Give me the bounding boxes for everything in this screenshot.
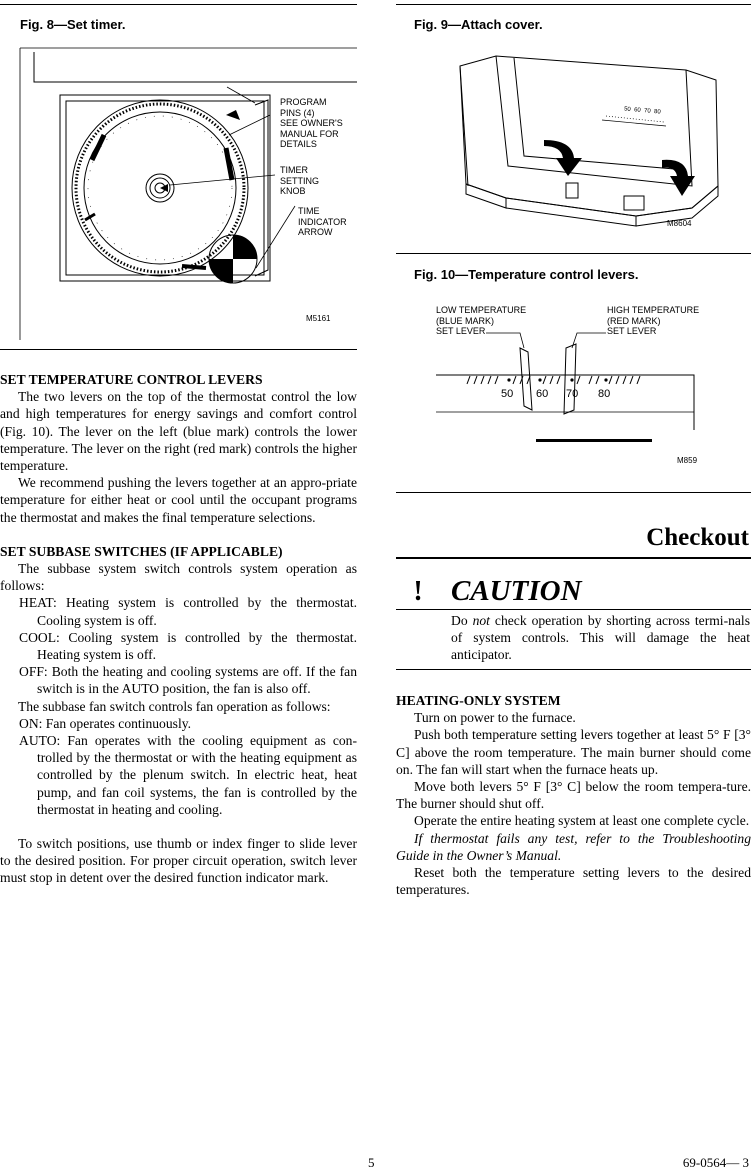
right-column-text [396,692,751,898]
left-column-text [0,371,357,887]
list-item-cool: COOL: Cooling system is controlled by the thermostat. Heating system is off. [19,629,357,663]
fig10-label-high: HIGH TEMPERATURE (RED MARK) SET LEVER [607,305,700,336]
caution-text [451,612,750,664]
caution-mark: ! [413,576,423,607]
fig8-label-knob: TIMER SETTING KNOB [280,165,320,196]
list-item-on: ON: Fan operates continuously. [19,715,192,731]
tick-label-60: 60 [536,388,549,400]
caution-rule-top [396,609,751,610]
caution-paragraph [451,612,750,664]
paragraph: We recommend pushing the levers together at an appro-priate temperature for either heat or cool until the occupant programs the thermostat and makes the final temperature selections. [0,475,357,525]
caution-title: CAUTION [451,575,582,607]
section-title-checkout: Checkout [646,524,749,551]
paragraph: Operate the entire heating system at least one complete cycle. [414,813,750,829]
caution-post: check operation by shorting across termi-nals of system controls. This will damage the heat anticipator. [451,613,750,663]
doc-number: 69-0564— 3 [682,1155,749,1170]
fig10-code: M859 [677,456,698,465]
top-rule-left [0,4,357,5]
paragraph: The subbase fan switch controls fan operation as follows: [18,698,331,714]
heading-heating-only: HEATING-ONLY SYSTEM [396,693,561,708]
fig9-illustration [396,36,751,236]
rule-right-2 [396,492,751,493]
fig10-tick-labels [0,388,751,402]
caution-rule-bottom [396,669,751,670]
fig8-caption: Fig. 8—Set timer. [20,17,126,32]
fig8-label-arrow: TIME INDICATOR ARROW [298,206,347,237]
fig10-caption: Fig. 10—Temperature control levers. [414,267,639,282]
fig9-code: M8604 [667,219,692,228]
page-number: 5 [368,1155,375,1170]
tick-label-70: 70 [566,388,579,400]
rule-left-1 [0,349,357,350]
fig8-label-pins: PROGRAM PINS (4) SEE OWNER'S MANUAL FOR DETAILS [280,97,343,149]
paragraph-italic: If thermostat fails any test, refer to the Troubleshooting Guide in the Owner’s Manual. [396,830,751,863]
paragraph: Push both temperature setting levers together at least 5° F [3° C] above the room temperature. The main burner should come on. The fan will start when the furnace heats up. [396,727,751,777]
paragraph: The two levers on the top of the thermostat control the low and high temperatures for energy savings and comfort control (Fig. 10). The lever on the left (blue mark) controls the lower temperature. The lever on the right (red mark) controls the higher temperature. [0,389,357,474]
rule-right-1 [396,253,751,254]
heading-set-temperature-levers: SET TEMPERATURE CONTROL LEVERS [0,372,263,387]
checkout-rule [396,557,751,559]
paragraph: Turn on power to the furnace. [414,710,576,726]
fig9-scale: 50 60 70 80 [623,106,661,116]
heading-set-subbase-switches: SET SUBBASE SWITCHES (IF APPLICABLE) [0,543,283,559]
paragraph: Reset both the temperature setting levers to the desired temperatures. [396,865,751,898]
tick-label-50: 50 [501,388,514,400]
top-rule-right [396,4,751,5]
fig10-label-low: LOW TEMPERATURE (BLUE MARK) SET LEVER [436,305,527,336]
caution-emphasis: not [472,613,490,628]
paragraph: To switch positions, use thumb or index finger to slide lever to the desired position. For proper circuit operation, switch lever must stop in detent over the desired function indicator mark. [0,836,357,886]
fig8-code: M5161 [306,314,331,323]
caution-pre: Do [451,613,473,628]
tick-label-80: 80 [598,388,611,400]
fig9-caption: Fig. 9—Attach cover. [414,17,543,32]
list-item-auto: AUTO: Fan operates with the cooling equipment as con-trolled by the thermostat or with the heating equipment as controlled by the plenum switch. In electric heat, heat pump, and fan coil systems, the fan is controlled by the thermostat in heating and cooling. [19,733,357,817]
list-item-off: OFF: Both the heating and cooling systems are off. If the fan switch is in the AUTO position, the fan is also off. [19,664,357,697]
paragraph: The subbase system switch controls system operation as follows: [0,561,357,594]
list-item-heat: HEAT: Heating system is controlled by the thermostat. Cooling system is off. [19,595,357,628]
paragraph: Move both levers 5° F [3° C] below the room tempera-ture. The burner should shut off. [396,779,751,812]
